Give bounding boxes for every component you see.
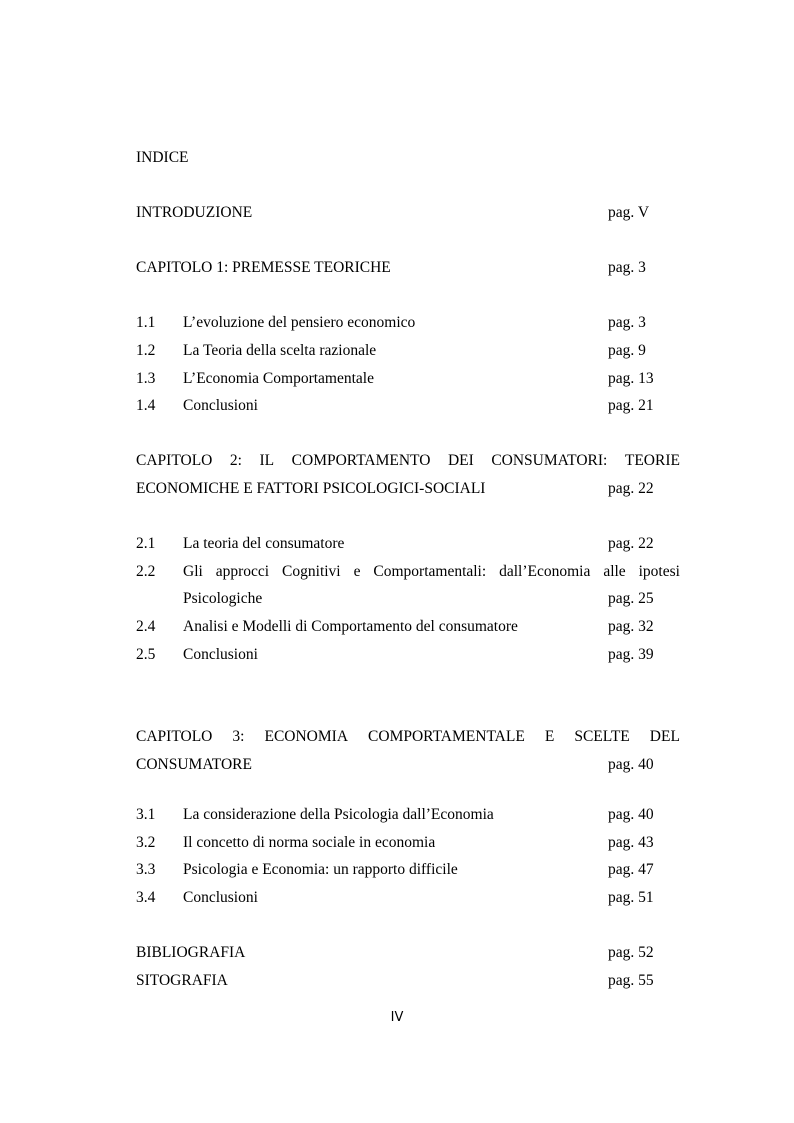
title-word: Gli	[183, 563, 203, 580]
sitography-page: pag. 55	[608, 972, 654, 989]
title-word: CONSUMATORI:	[491, 452, 608, 469]
section-title-line2: Psicologiche	[183, 590, 263, 607]
toc-intro-page: pag. V	[608, 204, 650, 221]
bibliography-page: pag. 52	[608, 944, 654, 961]
title-word: Comportamentali:	[373, 563, 487, 580]
title-word: approcci	[215, 563, 270, 580]
section-page: pag. 22	[608, 535, 654, 552]
toc-intro-label: INTRODUZIONE	[136, 204, 253, 221]
section-page: pag. 39	[608, 646, 654, 663]
section-number: 3.1	[136, 806, 156, 823]
section-page: pag. 13	[608, 370, 654, 387]
title-word: TEORIE	[624, 452, 680, 469]
section-title: Psicologia e Economia: un rapporto difficile	[183, 861, 458, 878]
section-title: La teoria del consumatore	[183, 535, 345, 552]
chapter1-page: pag. 3	[608, 259, 646, 276]
section-number: 2.1	[136, 535, 156, 552]
section-number: 1.3	[136, 370, 156, 387]
title-word: SCELTE	[574, 728, 630, 745]
title-word: 2:	[229, 452, 242, 469]
toc-heading: INDICE	[136, 149, 189, 166]
section-number: 3.4	[136, 889, 156, 906]
bibliography-label: BIBLIOGRAFIA	[136, 944, 246, 961]
chapter2-title-line2: ECONOMICHE E FATTORI PSICOLOGICI-SOCIALI	[136, 480, 486, 497]
section-number: 3.2	[136, 834, 156, 851]
title-word: ipotesi	[638, 563, 680, 580]
section-title: Analisi e Modelli di Comportamento del consumatore	[183, 618, 518, 635]
section-page: pag. 21	[608, 397, 654, 414]
section-page: pag. 43	[608, 834, 654, 851]
section-number: 1.2	[136, 342, 156, 359]
section-page: pag. 25	[608, 590, 654, 607]
title-word: DEL	[649, 728, 680, 745]
section-title-line1	[183, 563, 680, 581]
title-word: ECONOMIA	[264, 728, 349, 745]
section-number: 3.3	[136, 861, 156, 878]
section-title: La Teoria della scelta razionale	[183, 342, 377, 359]
section-page: pag. 40	[608, 806, 654, 823]
section-title: Conclusioni	[183, 889, 258, 906]
chapter3-title-line2: CONSUMATORE	[136, 756, 252, 773]
chapter3-page: pag. 40	[608, 756, 654, 773]
page-number: IV	[390, 1010, 404, 1025]
title-word: Cognitivi	[282, 563, 341, 580]
title-word: IL	[259, 452, 275, 469]
section-number: 2.2	[136, 563, 156, 580]
title-word: COMPORTAMENTALE	[368, 728, 525, 745]
title-word: CAPITOLO	[136, 728, 213, 745]
section-page: pag. 3	[608, 314, 646, 331]
title-word: CAPITOLO	[136, 452, 213, 469]
section-page: pag. 47	[608, 861, 654, 878]
chapter1-title: CAPITOLO 1: PREMESSE TEORICHE	[136, 259, 391, 276]
title-word: alle	[603, 563, 626, 580]
chapter2-title-line1	[136, 452, 680, 470]
section-title: L’evoluzione del pensiero economico	[183, 314, 416, 331]
section-title: Conclusioni	[183, 646, 258, 663]
section-title: Conclusioni	[183, 397, 258, 414]
section-number: 2.5	[136, 646, 156, 663]
section-title: La considerazione della Psicologia dall’Economia	[183, 806, 494, 823]
sitography-label: SITOGRAFIA	[136, 972, 228, 989]
section-page: pag. 9	[608, 342, 646, 359]
section-title: L’Economia Comportamentale	[183, 370, 374, 387]
section-page: pag. 51	[608, 889, 654, 906]
section-number: 1.1	[136, 314, 156, 331]
title-word: 3:	[232, 728, 245, 745]
title-word: DEI	[447, 452, 474, 469]
section-title: Il concetto di norma sociale in economia	[183, 834, 436, 851]
title-word: E	[544, 728, 555, 745]
title-word: dall’Economia	[499, 563, 591, 580]
title-word: e	[353, 563, 361, 580]
section-number: 2.4	[136, 618, 156, 635]
section-number: 1.4	[136, 397, 156, 414]
chapter3-title-line1	[136, 728, 680, 746]
chapter2-page: pag. 22	[608, 480, 654, 497]
title-word: COMPORTAMENTO	[291, 452, 431, 469]
section-page: pag. 32	[608, 618, 654, 635]
